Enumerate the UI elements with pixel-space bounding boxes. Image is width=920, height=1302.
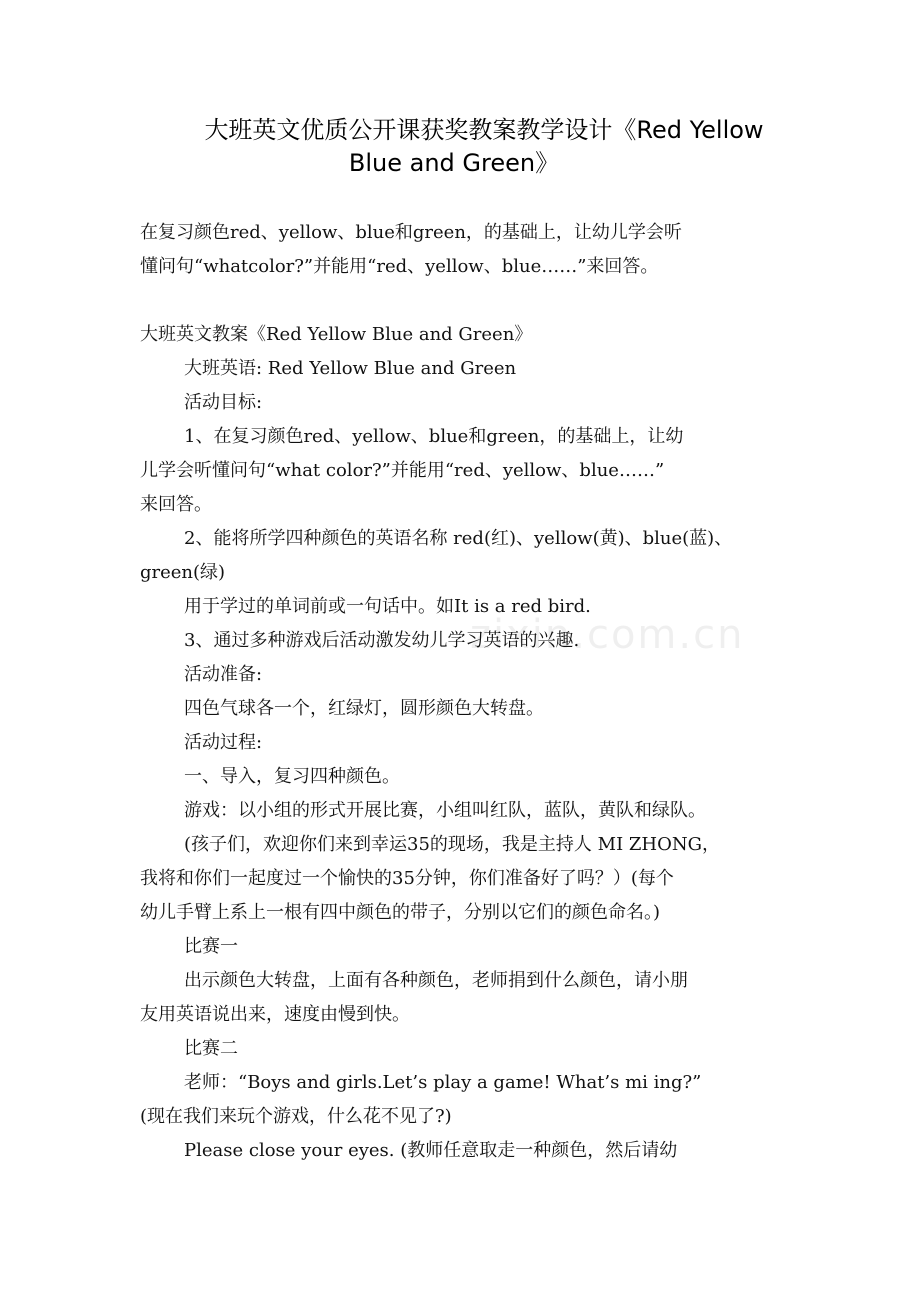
contest-1-heading: 比赛一 xyxy=(184,936,238,957)
watermark: zixin.com.cn xyxy=(470,612,745,658)
contest-2-line-2: (现在我们来玩个游戏，什么花不见了?) xyxy=(140,1106,452,1127)
prep-line: 四色气球各一个，红绿灯，圆形颜色大转盘。 xyxy=(184,698,544,719)
goal-3-line: 3、通过多种游戏后活动激发幼儿学习英语的兴趣. xyxy=(184,630,580,651)
goal-2-line-1: 2、能将所学四种颜色的英语名称 red(红)、yellow(黄)、blue(蓝)、 xyxy=(184,528,733,549)
contest-2-heading: 比赛二 xyxy=(184,1038,238,1059)
contest-1-line-2: 友用英语说出来，速度由慢到快。 xyxy=(140,1004,410,1025)
goal-1-line-3: 来回答。 xyxy=(140,494,212,515)
game-note-line-3: 幼儿手臂上系上一根有四中颜色的带子，分别以它们的颜色命名。) xyxy=(140,902,661,923)
process-heading: 活动过程: xyxy=(184,732,263,753)
prep-heading: 活动准备: xyxy=(184,664,263,685)
contest-2-line-3: Please close your eyes. (教师任意取走一种颜色，然后请幼 xyxy=(184,1140,678,1161)
goal-2-line-2: green(绿) xyxy=(140,562,226,583)
contest-2-line-1: 老师：“Boys and girls.Let’s play a game! What’s mi ing?” xyxy=(184,1072,702,1093)
contest-1-line-1: 出示颜色大转盘，上面有各种颜色，老师捐到什么颜色，请小朋 xyxy=(184,970,688,991)
process-step-1: 一、导入，复习四种颜色。 xyxy=(184,766,400,787)
goal-1-line-1: 1、在复习颜色red、yellow、blue和green，的基础上，让幼 xyxy=(184,426,684,447)
goal-1-line-2: 儿学会听懂问句“what color?”并能用“red、yellow、blue……” xyxy=(140,460,665,481)
game-note-line-1: (孩子们，欢迎你们来到幸运35的现场，我是主持人 MI ZHONG， xyxy=(184,834,720,855)
document-title-line-1: 大班英文优质公开课获奖教案教学设计《Red Yellow xyxy=(204,116,764,144)
intro-line-1: 在复习颜色red、yellow、blue和green，的基础上，让幼儿学会听 xyxy=(140,222,682,243)
game-line: 游戏：以小组的形式开展比赛，小组叫红队，蓝队，黄队和绿队。 xyxy=(184,800,706,821)
goals-heading: 活动目标: xyxy=(184,392,263,413)
subject-line: 大班英语: Red Yellow Blue and Green xyxy=(184,358,517,379)
intro-line-2: 懂问句“whatcolor?”并能用“red、yellow、blue……”来回答。 xyxy=(140,256,659,277)
goal-2-line-3: 用于学过的单词前或一句话中。如It is a red bird. xyxy=(184,596,591,617)
section-heading: 大班英文教案《Red Yellow Blue and Green》 xyxy=(140,324,533,345)
document-title-line-2: Blue and Green》 xyxy=(348,149,560,177)
game-note-line-2: 我将和你们一起度过一个愉快的35分钟，你们准备好了吗？）(每个 xyxy=(140,868,674,889)
